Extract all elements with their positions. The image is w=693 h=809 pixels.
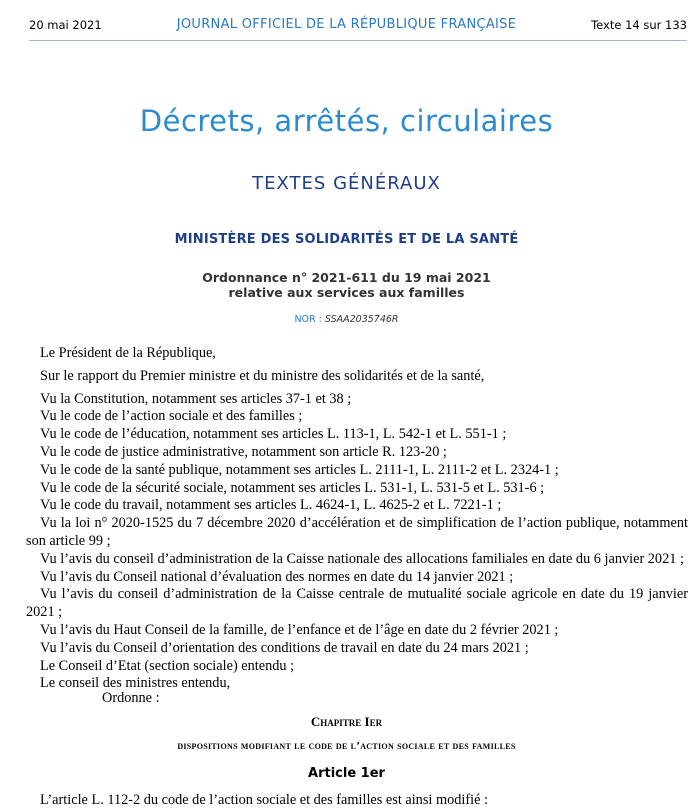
chapter-title: dispositions modifiant le code de l’action sociale et des familles — [177, 740, 516, 752]
article-heading: Article 1er — [308, 766, 385, 781]
article-first-line: L’article L. 112-2 du code de l’action sociale et des familles est ainsi modifié : — [40, 792, 488, 808]
paragraph: Vu la loi n° 2020-1525 du 7 décembre 2020 d’accélération et de simplification de l’action publique, notamment son article 99 ; — [26, 515, 688, 549]
subsection-title: TEXTES GÉNÉRAUX — [252, 173, 441, 194]
paragraph: Vu l’avis du conseil d’administration de la Caisse centrale de mutualité sociale agricole en date du 19 janvier 2021 ; — [26, 586, 688, 621]
chapter-heading: Chapitre Ier — [310, 714, 383, 729]
nor-code: SSAA2035746R — [324, 314, 399, 325]
paragraph: Vu l’avis du Conseil d’orientation des conditions de travail en date du 24 mars 2021 ; — [40, 639, 529, 656]
nor-label: NOR : — [294, 314, 325, 325]
paragraph: Vu le code de justice administrative, notamment son article R. 123-20 ; — [40, 443, 447, 460]
ministry-title: MINISTÈRE DES SOLIDARITÉS ET DE LA SANTÉ — [174, 232, 519, 247]
paragraph: Vu le code de la sécurité sociale, notamment ses articles L. 531-1, L. 531-5 et L. 531-6 ; — [40, 479, 545, 496]
header-date: 20 mai 2021 — [29, 18, 102, 32]
paragraph: Le Conseil d’Etat (section sociale) entendu ; — [40, 657, 295, 674]
header-page-number: Texte 14 sur 133 — [591, 18, 687, 32]
preamble — [26, 345, 688, 693]
ordonne-line: Ordonne : — [102, 690, 160, 706]
ordinance-title — [0, 270, 693, 300]
header-journal-title: JOURNAL OFFICIEL DE LA RÉPUBLIQUE FRANÇAISE — [176, 17, 517, 32]
header-rule — [29, 40, 687, 41]
paragraph: Vu le code de l’éducation, notamment ses articles L. 113-1, L. 542-1 et L. 551-1 ; — [40, 426, 507, 443]
ordinance-line-1: Ordonnance n° 2021-611 du 19 mai 2021 — [202, 270, 491, 285]
nor-reference — [0, 314, 693, 325]
paragraph: Le conseil des ministres entendu, — [40, 675, 231, 692]
section-title: Décrets, arrêtés, circulaires — [139, 104, 554, 138]
ordinance-line-2: relative aux services aux familles — [228, 285, 465, 300]
paragraph: Vu le code de l’action sociale et des familles ; — [40, 408, 303, 425]
paragraph: Vu le code du travail, notamment ses articles L. 4624-1, L. 4625-2 et L. 7221-1 ; — [40, 497, 502, 514]
paragraph: Sur le rapport du Premier ministre et du ministre des solidarités et de la santé, — [40, 367, 485, 384]
paragraph: Vu la Constitution, notamment ses articles 37-1 et 38 ; — [40, 390, 352, 407]
paragraph: Vu l’avis du Haut Conseil de la famille, de l’enfance et de l’âge en date du 2 février 2021 ; — [40, 621, 559, 638]
paragraph: Vu le code de la santé publique, notamment ses articles L. 2111-1, L. 2111-2 et L. 2324-1 ; — [40, 461, 559, 478]
page-header — [0, 16, 693, 36]
paragraph: Vu l’avis du Conseil national d’évaluation des normes en date du 14 janvier 2021 ; — [40, 568, 514, 585]
paragraph: Vu l’avis du conseil d’administration de la Caisse nationale des allocations familiales en date du 6 janvier 2021 ; — [40, 550, 684, 567]
paragraph: Le Président de la République, — [40, 345, 216, 361]
